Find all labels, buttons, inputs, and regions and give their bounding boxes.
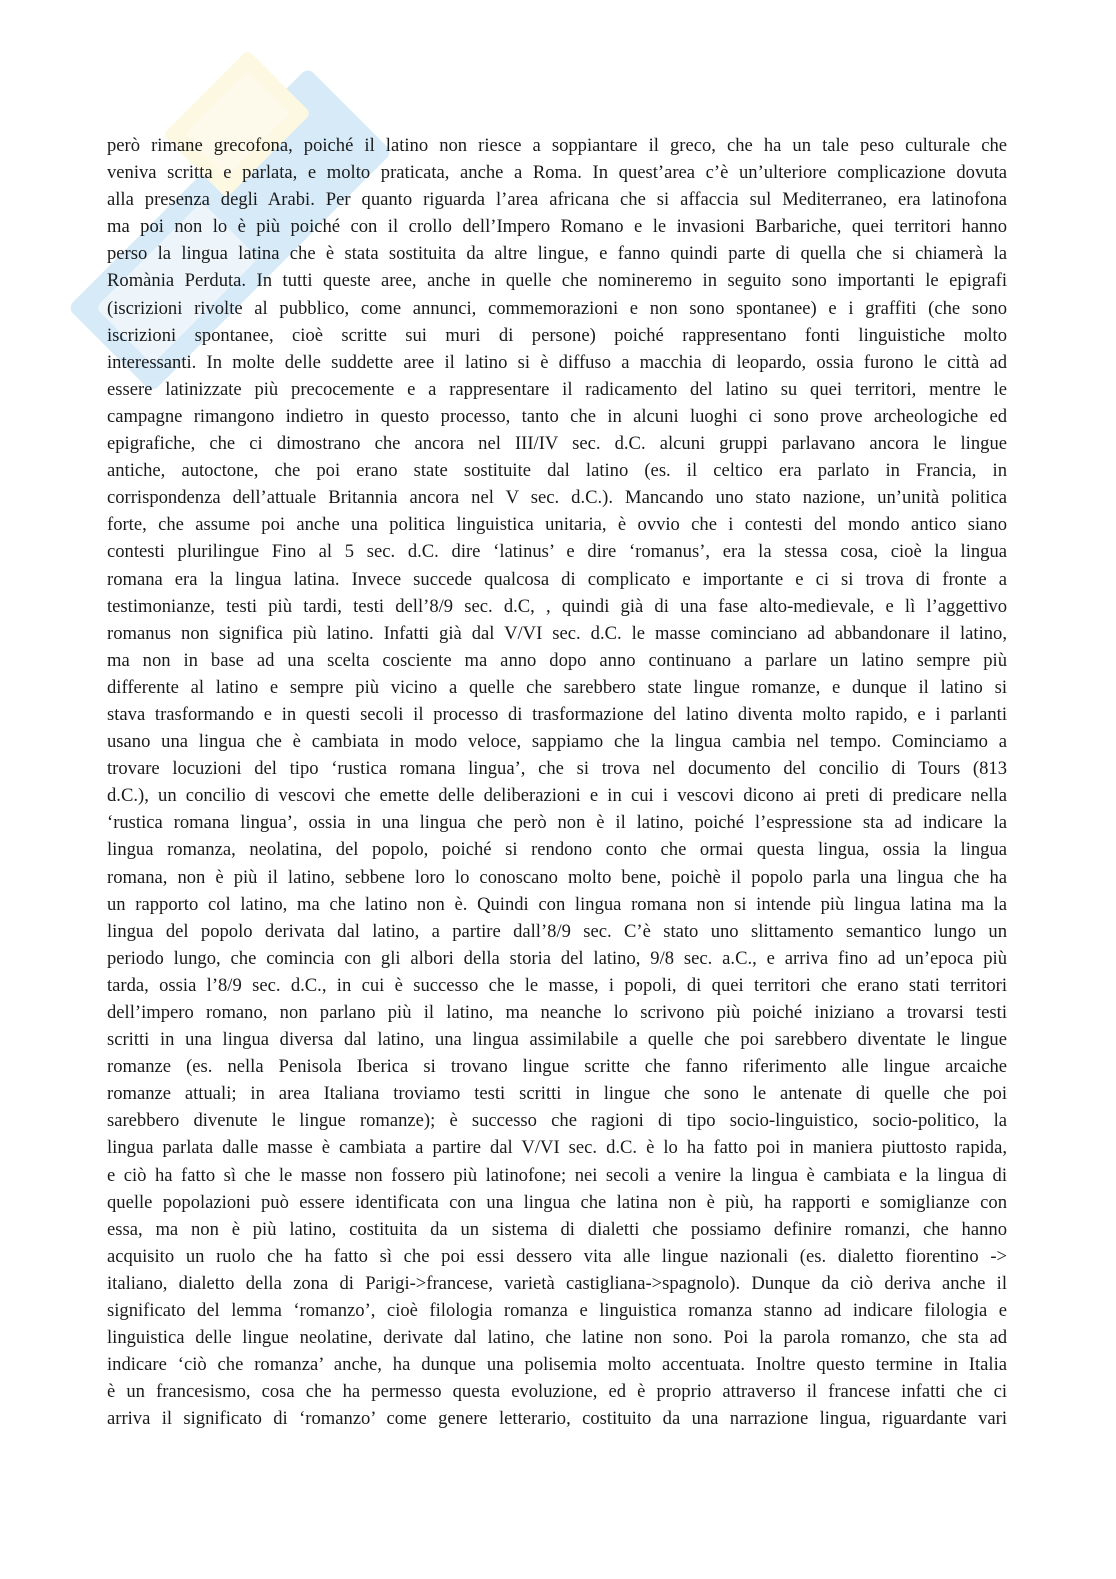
text-line: periodo lungo, che comincia con gli albori della storia del latino, 9/8 sec. a.C., e arriva fino ad un’epoca più [107, 947, 1007, 969]
text-line: sarebbero divenute le lingue romanze); è successo che ragioni di tipo socio-linguistico, socio-politico, la [107, 1110, 1007, 1132]
text-line: perso la lingua latina che è stata sostituita da altre lingue, e fanno quindi parte di quella che si chiamerà la [107, 243, 1007, 265]
text-line: lingua del popolo derivata dal latino, a partire dall’8/9 sec. C’è stato uno slittamento semantico lungo un [107, 920, 1007, 942]
text-line: è un francesismo, cosa che ha permesso questa evoluzione, ed è proprio attraverso il francese infatti che ci [107, 1381, 1007, 1403]
text-line: romanze (es. nella Penisola Iberica si trovano lingue scritte che fanno riferimento alle lingue arcaiche [107, 1056, 1007, 1078]
text-line: quelle popolazioni può essere identificata con una lingua che latina non è più, ha rapporti e somiglianze con [107, 1191, 1007, 1213]
text-line: trovare locuzioni del tipo ‘rustica romana lingua’, che si trova nel documento del concilio di Tours (813 [107, 758, 1007, 780]
text-line: lingua parlata dalle masse è cambiata a partire dal V/VI sec. d.C. è lo ha fatto poi in maniera piuttosto rapida, [107, 1137, 1007, 1159]
text-line: lingua romanza, neolatina, del popolo, poiché si rendono conto che ormai questa lingua, ossia la lingua [107, 839, 1007, 861]
text-line: scritti in una lingua diversa dal latino, una lingua assimilabile a quelle che poi sarebbero diventate le lingue [107, 1029, 1007, 1051]
text-line: romanze attuali; in area Italiana troviamo testi scritti in lingue che sono le antenate di quelle che poi [107, 1083, 1007, 1105]
text-line: romana, non è più il latino, sebbene loro lo conoscano molto bene, poichè il popolo parla una lingua che ha [107, 866, 1007, 888]
text-line: linguistica delle lingue neolatine, derivate dal latino, che latine non sono. Poi la parola romanzo, che sta ad [107, 1327, 1007, 1349]
text-line: alla presenza degli Arabi. Per quanto riguarda l’area africana che si affaccia sul Mediterraneo, era latinofona [107, 189, 1007, 211]
text-line: ma non in base ad una scelta cosciente ma anno dopo anno continuano a parlare un latino sempre più [107, 649, 1007, 671]
text-line: Romània Perduta. In tutti queste aree, anche in quelle che nomineremo in seguito sono importanti le epigrafi [107, 270, 1007, 292]
text-line: un rapporto col latino, ma che latino non è. Quindi con lingua romana non si intende più lingua latina ma la [107, 893, 1007, 915]
text-line: ‘rustica romana lingua’, ossia in una lingua che però non è il latino, poiché l’espressione sta ad indicare la [107, 812, 1007, 834]
text-line: testimonianze, testi più tardi, testi dell’8/9 sec. d.C, , quindi già di una fase alto-medievale, e lì l’aggettivo [107, 595, 1007, 617]
text-line: essere latinizzate più precocemente e a rappresentare il radicamento del latino su quei territori, mentre le [107, 378, 1007, 400]
text-line: (iscrizioni rivolte al pubblico, come annunci, commemorazioni e non sono spontanee) e i graffiti (che sono [107, 297, 1007, 319]
text-line: acquisito un ruolo che ha fatto sì che poi essi dessero vita alle lingue nazionali (es. dialetto fiorentino -> [107, 1245, 1007, 1267]
text-line: interessanti. In molte delle suddette aree il latino si è diffuso a macchia di leopardo, ossia furono le città ad [107, 351, 1007, 373]
text-line: italiano, dialetto della zona di Parigi->francese, varietà castigliana->spagnolo). Dunque da ciò deriva anche il [107, 1272, 1007, 1294]
text-line: essa, ma non è più latino, costituita da un sistema di dialetti che possiamo definire romanzi, che hanno [107, 1218, 1007, 1240]
text-line: romana era la lingua latina. Invece succede qualcosa di complicato e importante e ci si trova di fronte a [107, 568, 1007, 590]
document-body-text [107, 132, 1007, 1433]
text-line: arriva il significato di ‘romanzo’ come genere letterario, costituito da una narrazione lingua, riguardante vari [107, 1408, 1007, 1430]
text-line: usano una lingua che è cambiata in modo veloce, sappiamo che la lingua cambia nel tempo. Cominciamo a [107, 731, 1007, 753]
text-line: e ciò ha fatto sì che le masse non fossero più latinofone; nei secoli a venire la lingua è cambiata e la lingua di [107, 1164, 1007, 1186]
text-line: tarda, ossia l’8/9 sec. d.C., in cui è successo che le masse, i popoli, di quei territori che erano stati territori [107, 974, 1007, 996]
text-line: iscrizioni spontanee, cioè scritte sui muri di persone) poiché rappresentano fonti linguistiche molto [107, 324, 1007, 346]
text-line: d.C.), un concilio di vescovi che emette delle deliberazioni e in cui i vescovi dicono ai preti di predicare nella [107, 785, 1007, 807]
text-line: veniva scritta e parlata, e molto praticata, anche a Roma. In quest’area c’è un’ulteriore complicazione dovuta [107, 162, 1007, 184]
text-line: indicare ‘ciò che romanza’ anche, ha dunque una polisemia molto accentuata. Inoltre questo termine in Italia [107, 1354, 1007, 1376]
text-line: differente al latino e sempre più vicino a quelle che sarebbero state lingue romanze, e dunque il latino si [107, 676, 1007, 698]
text-line: significato del lemma ‘romanzo’, cioè filologia romanza e linguistica romanza stanno ad indicare filologia e [107, 1300, 1007, 1322]
text-line: romanus non significa più latino. Infatti già dal V/VI sec. d.C. le masse cominciano ad abbandonare il latino, [107, 622, 1007, 644]
text-line: però rimane grecofona, poiché il latino non riesce a soppiantare il greco, che ha un tale peso culturale che [107, 135, 1007, 156]
text-line: dell’impero romano, non parlano più il latino, ma neanche lo scrivono più poiché iniziano a trovarsi testi [107, 1002, 1007, 1023]
text-line: stava trasformando e in questi secoli il processo di trasformazione del latino diventa molto rapido, e i parlanti [107, 703, 1007, 725]
text-line: antiche, autoctone, che poi erano state sostituite dal latino (es. il celtico era parlato in Francia, in [107, 460, 1007, 482]
text-line: epigrafiche, che ci dimostrano che ancora nel III/IV sec. d.C. alcuni gruppi parlavano ancora le lingue [107, 433, 1007, 455]
text-line: ma poi non lo è più poiché con il crollo dell’Impero Romano e le invasioni Barbariche, quei territori hanno [107, 216, 1007, 238]
text-line: campagne rimangono indietro in questo processo, tanto che in alcuni luoghi ci sono prove archeologiche ed [107, 405, 1007, 427]
text-line: corrispondenza dell’attuale Britannia ancora nel V sec. d.C.). Mancando uno stato nazione, un’unità politica [107, 487, 1007, 509]
text-line: contesti plurilingue Fino al 5 sec. d.C. dire ‘latinus’ e dire ‘romanus’, era la stessa cosa, cioè la lingua [107, 541, 1007, 563]
text-line: forte, che assume poi anche una politica linguistica unitaria, è ovvio che i contesti del mondo antico siano [107, 514, 1007, 536]
